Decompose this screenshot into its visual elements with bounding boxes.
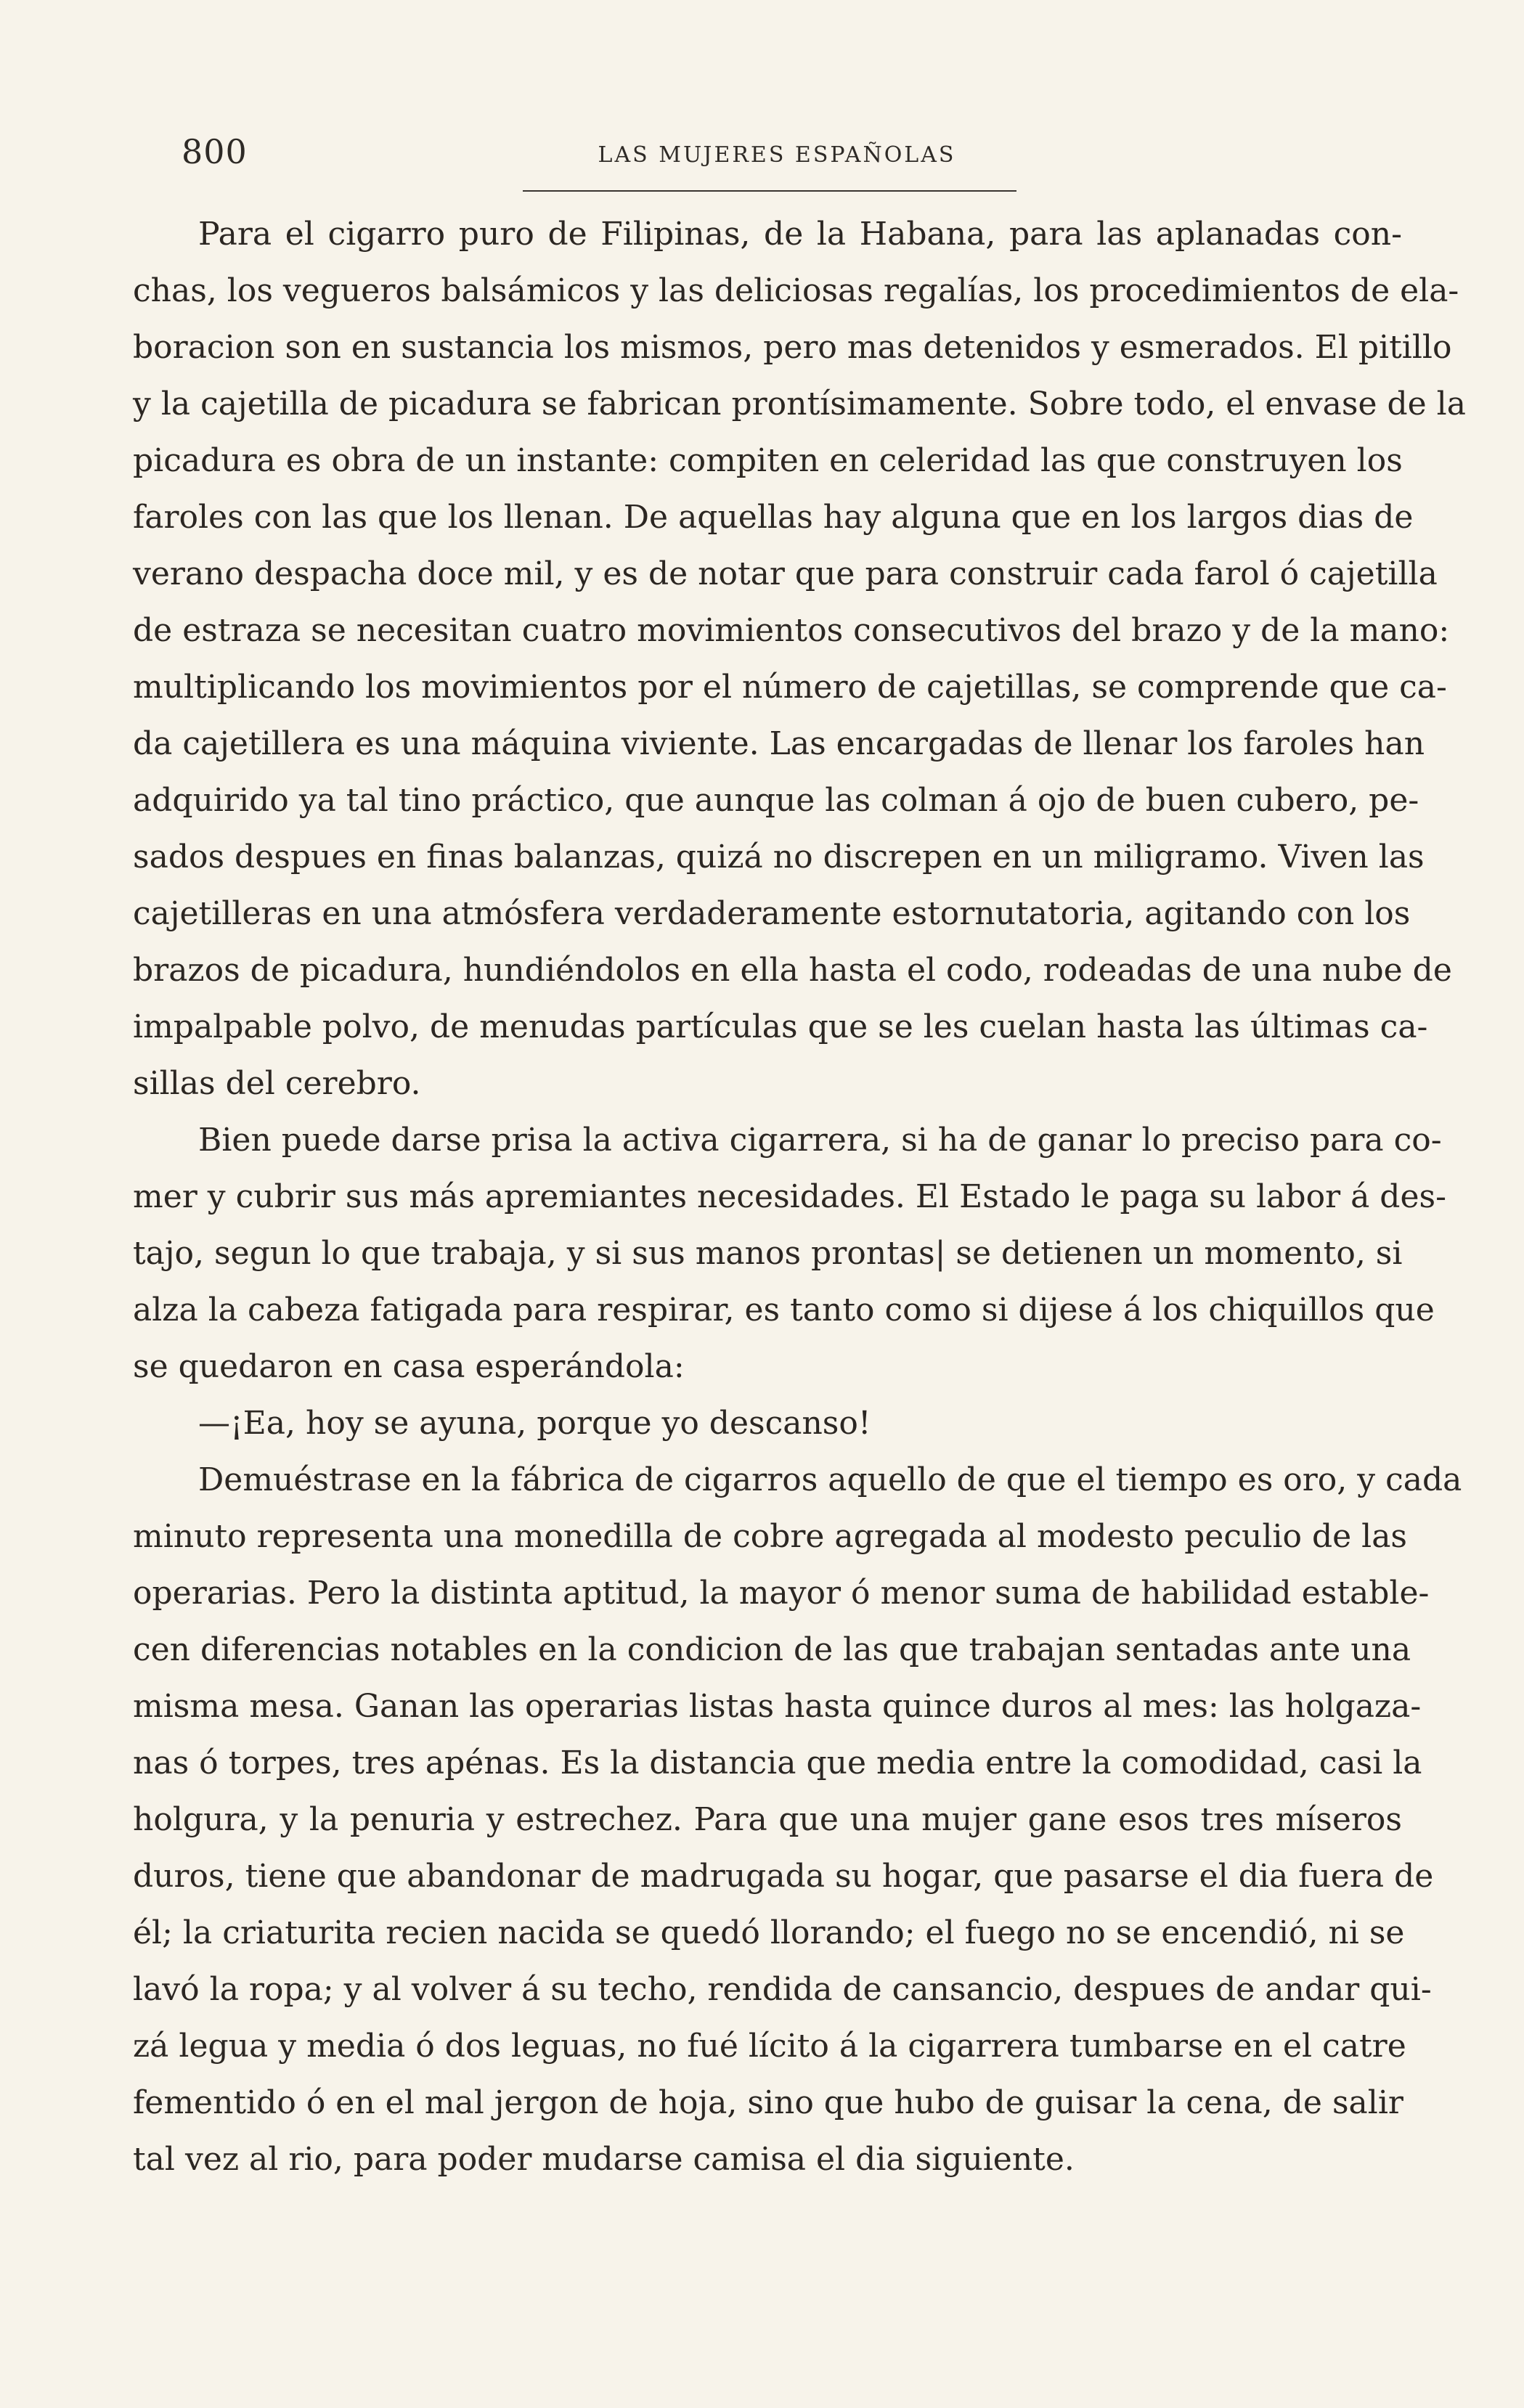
- text-line: holgura, y la penuria y estrechez. Para que una mujer gane esos tres míseros: [133, 1801, 1402, 1838]
- text-line: zá legua y media ó dos leguas, no fué lícito á la cigarrera tumbarse en el catre: [133, 2028, 1406, 2065]
- text-line: verano despacha doce mil, y es de notar que para construir cada farol ó cajetilla: [133, 555, 1438, 592]
- text-line: Para el cigarro puro de Filipinas, de la Habana, para las aplanadas con-: [198, 216, 1402, 253]
- text-line: tal vez al rio, para poder mudarse camisa el dia siguiente.: [133, 2141, 1075, 2178]
- text-line: adquirido ya tal tino práctico, que aunque las colman á ojo de buen cubero, pe-: [133, 782, 1419, 819]
- text-line: boracion son en sustancia los mismos, pero mas detenidos y esmerados. El pitillo: [133, 329, 1452, 366]
- running-title: LAS MUJERES ESPAÑOLAS: [598, 142, 956, 168]
- text-line: faroles con las que los llenan. De aquellas hay alguna que en los largos dias de: [133, 499, 1414, 536]
- text-line: cajetilleras en una atmósfera verdaderamente estornutatoria, agitando con los: [133, 895, 1411, 932]
- text-line: él; la criaturita recien nacida se quedó llorando; el fuego no se encendió, ni se: [133, 1914, 1405, 1951]
- dialogue-line: —¡Ea, hoy se ayuna, porque yo descanso!: [198, 1405, 871, 1442]
- text-line: picadura es obra de un instante: compiten en celeridad las que construyen los: [133, 442, 1403, 479]
- text-line: y la cajetilla de picadura se fabrican prontísimamente. Sobre todo, el envase de la: [133, 385, 1466, 423]
- text-line: nas ó torpes, tres apénas. Es la distancia que media entre la comodidad, casi la: [133, 1744, 1422, 1781]
- text-line: tajo, segun lo que trabaja, y si sus manos prontas| se detienen un momento, si: [133, 1235, 1403, 1272]
- text-line: fementido ó en el mal jergon de hoja, sino que hubo de guisar la cena, de salir: [133, 2084, 1403, 2121]
- text-line: de estraza se necesitan cuatro movimientos consecutivos del brazo y de la mano:: [133, 612, 1450, 649]
- text-line: se quedaron en casa esperándola:: [133, 1348, 685, 1385]
- text-line: Bien puede darse prisa la activa cigarrera, si ha de ganar lo preciso para co-: [198, 1122, 1442, 1159]
- text-line: da cajetillera es una máquina viviente. Las encargadas de llenar los faroles han: [133, 725, 1425, 762]
- text-line: sillas del cerebro.: [133, 1065, 421, 1102]
- text-line: alza la cabeza fatigada para respirar, es tanto como si dijese á los chiquillos que: [133, 1291, 1435, 1329]
- text-line: brazos de picadura, hundiéndolos en ella hasta el codo, rodeadas de una nube de: [133, 952, 1452, 989]
- text-line: mer y cubrir sus más apremiantes necesidades. El Estado le paga su labor á des-: [133, 1178, 1446, 1215]
- text-line: minuto representa una monedilla de cobre agregada al modesto peculio de las: [133, 1518, 1408, 1555]
- text-line: multiplicando los movimientos por el número de cajetillas, se comprende que ca-: [133, 669, 1447, 706]
- header-rule: [523, 190, 1016, 192]
- text-line: lavó la ropa; y al volver á su techo, rendida de cansancio, despues de andar qui-: [133, 1971, 1432, 2008]
- text-line: Demuéstrase en la fábrica de cigarros aquello de que el tiempo es oro, y cada: [198, 1461, 1462, 1498]
- text-line: impalpable polvo, de menudas partículas que se les cuelan hasta las últimas ca-: [133, 1008, 1428, 1045]
- text-line: misma mesa. Ganan las operarias listas hasta quince duros al mes: las holgaza-: [133, 1688, 1422, 1725]
- text-line: chas, los vegueros balsámicos y las deliciosas regalías, los procedimientos de ela-: [133, 272, 1459, 309]
- page-number: 800: [182, 132, 248, 171]
- text-line: duros, tiene que abandonar de madrugada su hogar, que pasarse el dia fuera de: [133, 1858, 1434, 1895]
- text-line: cen diferencias notables en la condicion de las que trabajan sentadas ante una: [133, 1631, 1411, 1668]
- text-line: sados despues en finas balanzas, quizá no discrepen en un miligramo. Viven las: [133, 838, 1425, 876]
- text-line: operarias. Pero la distinta aptitud, la mayor ó menor suma de habilidad estable-: [133, 1575, 1430, 1612]
